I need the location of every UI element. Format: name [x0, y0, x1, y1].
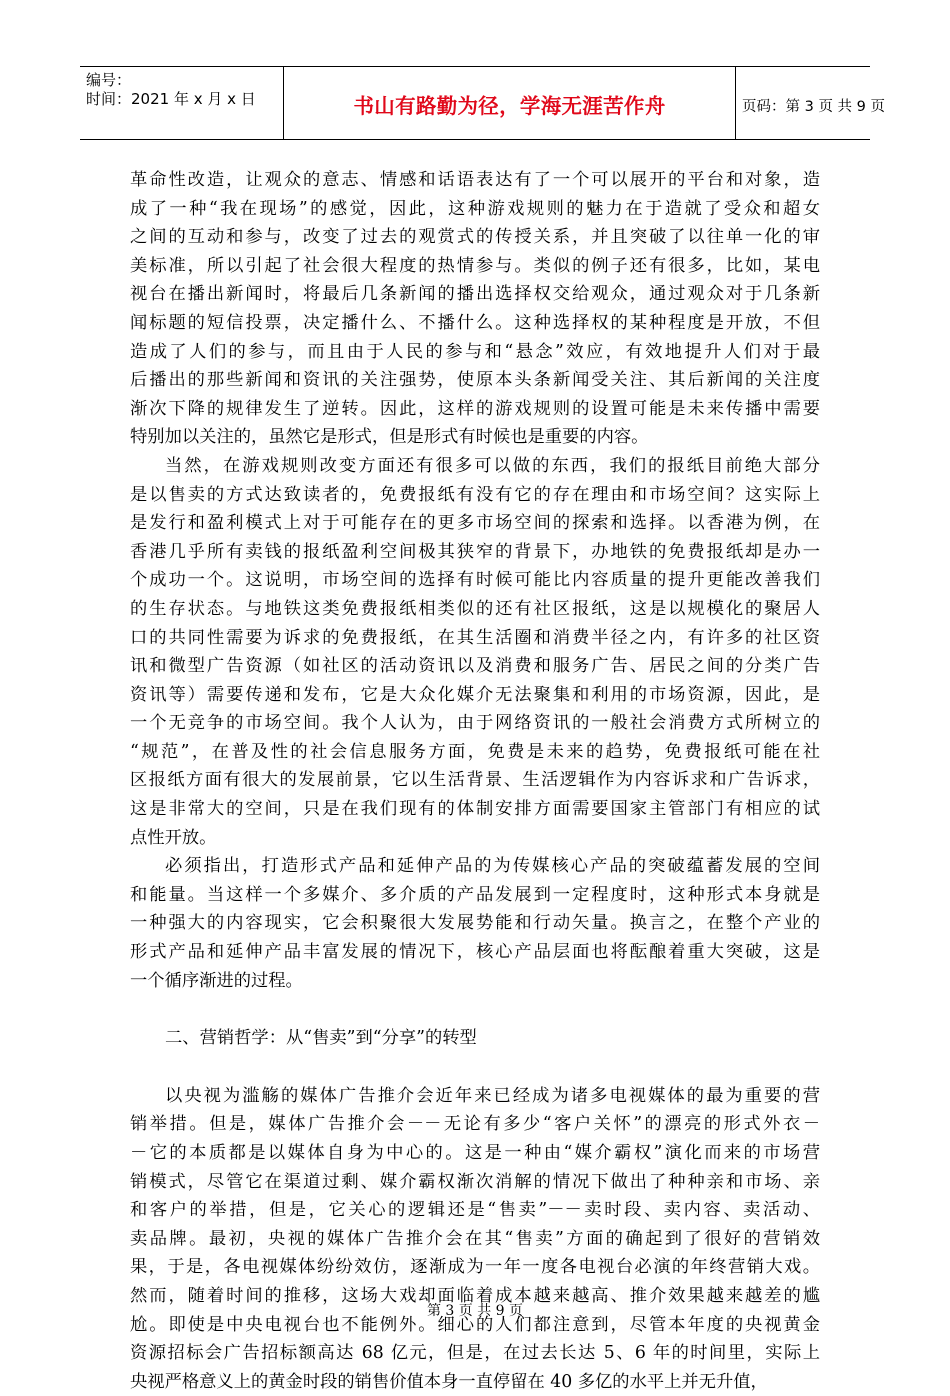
- text-line: 资讯等）需要传递和发布，它是大众化媒介无法聚集和利用的市场资源，因此，是: [130, 684, 820, 705]
- text-line: 果，于是，各电视媒体纷纷效仿，逐渐成为一年一度各电视台必演的年终营销大戏。: [130, 1257, 820, 1278]
- text-line: 尬。即使是中央电视台也不能例外。细心的人们都注意到，尽管本年度的央视黄金: [130, 1314, 820, 1335]
- text-line: 的生存状态。与地铁这类免费报纸相类似的还有社区报纸，这是以规模化的聚居人: [130, 598, 820, 619]
- document-number-label: 编号：: [86, 71, 132, 89]
- document-body: [130, 166, 820, 1396]
- text-line: 央视严格意义上的黄金时段的销售价值本身一直停留在 40 多亿的水平上并无升值，: [130, 1371, 768, 1392]
- text-line: 美标准，所以引起了社会很大程度的热情参与。类似的例子还有很多，比如，某电: [130, 255, 820, 276]
- text-line: 资源招标会广告招标额高达 68 亿元，但是，在过去长达 5、6 年的时间里，实际上: [130, 1343, 820, 1364]
- page-header: [80, 66, 885, 140]
- header-page-info: 页码：第 3 页 共 9 页: [742, 99, 885, 115]
- text-line: 必须指出，打造形式产品和延伸产品的为传媒核心产品的突破蕴蓄发展的空间: [165, 856, 820, 877]
- paragraph-after-heading: [130, 1082, 820, 1396]
- text-line: 视台在播出新闻时，将最后几条新闻的播出选择权交给观众，通过观众对于几条新: [130, 284, 820, 305]
- text-line: 一个循序渐进的过程。: [130, 970, 303, 991]
- paragraph: [130, 852, 820, 995]
- text-line: 一种强大的内容现实，它会积聚很大发展势能和行动矢量。换言之，在整个产业的: [130, 913, 820, 934]
- text-line: 销模式，尽管它在渠道过剩、媒介霸权渐次消解的情况下做出了种种亲和市场、亲: [130, 1171, 820, 1192]
- text-line: 革命性改造，让观众的意志、情感和话语表达有了一个可以展开的平台和对象，造: [130, 170, 820, 190]
- text-line: 然而，随着时间的推移，这场大戏却面临着成本越来越高、推介效果越来越差的尴: [130, 1285, 820, 1306]
- text-line: 卖品牌。最初，央视的媒体广告推介会在其“售卖”方面的确起到了很好的营销效: [130, 1228, 820, 1249]
- text-line: 是发行和盈利模式上对于可能存在的更多市场空间的探索和选择。以香港为例，在: [130, 513, 820, 534]
- paragraph: [130, 1082, 820, 1396]
- section-heading: 二、营销哲学：从“售卖”到“分享”的转型: [165, 1028, 477, 1049]
- page-footer: 第 3 页 共 9 页: [426, 1303, 524, 1319]
- header-page-cell: [736, 67, 885, 139]
- text-line: 成了一种“我在现场”的感觉，因此，这种游戏规则的魅力在于造就了受众和超女: [130, 198, 820, 219]
- text-line: 渐次下降的规律发生了逆转。因此，这样的游戏规则的设置可能是未来传播中需要: [130, 398, 820, 419]
- text-line: －它的本质都是以媒体自身为中心的。这是一种由“媒介霸权”演化而来的市场营: [130, 1143, 820, 1163]
- text-line: 当然，在游戏规则改变方面还有很多可以做的东西，我们的报纸目前绝大部分: [165, 455, 820, 476]
- header-meta-cell: [80, 67, 284, 139]
- spacer: [130, 1053, 820, 1082]
- paragraph: [130, 166, 820, 452]
- text-line: 和能量。当这样一个多媒介、多介质的产品发展到一定程度时，这种形式本身就是: [130, 884, 820, 905]
- text-line: 区报纸方面有很大的发展前景，它以生活背景、生活逻辑作为内容诉求和广告诉求，: [130, 770, 820, 791]
- paragraph: [130, 452, 820, 852]
- document-time-label: 时间：2021 年 x 月 x 日: [86, 90, 256, 108]
- header-motto: 书山有路勤为径，学海无涯苦作舟: [353, 94, 666, 118]
- header-motto-cell: [284, 67, 736, 139]
- text-line: 和客户的举措，但是，它关心的逻辑还是“售卖”－－卖时段、卖内容、卖活动、: [130, 1200, 820, 1221]
- text-line: 销举措。但是，媒体广告推介会－－无论有多少“客户关怀”的漂亮的形式外衣－: [130, 1114, 820, 1135]
- text-line: “规范”，在普及性的社会信息服务方面，免费是未来的趋势，免费报纸可能在社: [130, 741, 820, 762]
- text-line: 这是非常大的空间，只是在我们现有的体制安排方面需要国家主管部门有相应的试: [130, 799, 820, 820]
- text-line: 是以售卖的方式达致读者的，免费报纸有没有它的存在理由和市场空间？这实际上: [130, 484, 820, 505]
- paragraph-group: [130, 166, 820, 995]
- text-line: 个成功一个。这说明，市场空间的选择有时候可能比内容质量的提升更能改善我们: [130, 570, 820, 591]
- text-line: 以央视为滥觞的媒体广告推介会近年来已经成为诸多电视媒体的最为重要的营: [165, 1085, 820, 1106]
- text-line: 形式产品和延伸产品丰富发展的情况下，核心产品层面也将酝酿着重大突破，这是: [130, 942, 820, 963]
- spacer: [130, 995, 820, 1024]
- text-line: 香港几乎所有卖钱的报纸盈利空间极其狭窄的背景下，办地铁的免费报纸却是办一: [130, 541, 820, 562]
- text-line: 一个无竞争的市场空间。我个人认为，由于网络资讯的一般社会消费方式所树立的: [130, 713, 820, 734]
- text-line: 后播出的那些新闻和资讯的关注强势，使原本头条新闻受关注、其后新闻的关注度: [130, 370, 820, 391]
- text-line: 口的共同性需要为诉求的免费报纸，在其生活圈和消费半径之内，有许多的社区资: [130, 627, 820, 648]
- text-line: 点性开放。: [130, 827, 217, 848]
- text-line: 特别加以关注的，虽然它是形式，但是形式有时候也是重要的内容。: [130, 427, 649, 448]
- text-line: 之间的互动和参与，改变了过去的观赏式的传授关系，并且突破了以往单一化的审: [130, 227, 820, 248]
- text-line: 造成了人们的参与，而且由于人民的参与和“悬念”效应，有效地提升人们对于最: [130, 341, 820, 362]
- text-line: 闻标题的短信投票，决定播什么、不播什么。这种选择权的某种程度是开放，不但: [130, 312, 820, 333]
- text-line: 讯和微型广告资源（如社区的活动资讯以及消费和服务广告、居民之间的分类广告: [130, 656, 820, 677]
